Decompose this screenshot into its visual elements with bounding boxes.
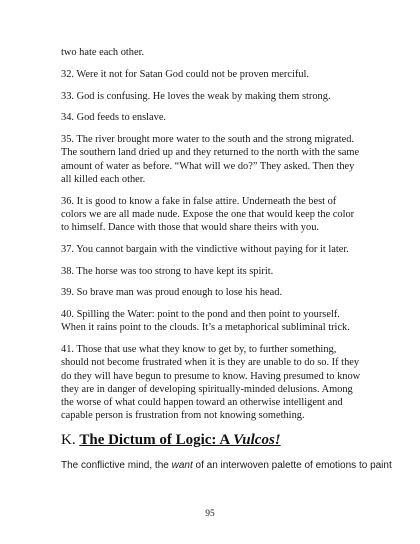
aphorism-37: 37. You cannot bargain with the vindictive without paying for it later. [61,243,349,255]
section-title [79,432,280,448]
section-letter: K. [61,432,76,449]
closing-line [61,459,392,472]
aphorism-38: 38. The horse was too strong to have kept its spirit. [61,265,274,277]
closing-line-before: The conflictive mind, the [61,460,172,472]
aphorism-33: 33. God is confusing. He loves the weak by making them strong. [61,90,331,102]
aphorism-36: 36. It is good to know a fake in false attire. Underneath the best of colors we are all made nude. Expose the one that would keep the color to himself. Dance with those that would share theirs with you. [61,195,355,233]
closing-line-emphasis: want [171,460,193,472]
aphorism-41: 41. Those that use what they know to get by, to further something, should not become frustrated when it is they are unable to do so. If they do they will have begun to presume to know. Having presumed to know they are in danger of developing spiritually-minded delusions. Among the worse of what could happen toward an otherwise intelligent and capable person is frustration from not knowing something. [61,344,361,422]
aphorism-39: 39. So brave man was proud enough to lose his head. [61,287,283,299]
paragraph-continuation: two hate each other. [61,47,145,58]
closing-line-after: of an interwoven palette of emotions to paint [192,460,392,472]
section-title-emphasis: Vulcos! [233,432,281,449]
page-number: 95 [205,509,215,519]
section-title-text: The Dictum of Logic: A [79,432,234,449]
aphorism-35: 35. The river brought more water to the south and the strong migrated. The southern land dried up and they returned to the north with the same amount of water as before. “What will we do?” They asked. Then they all killed each other. [61,134,360,185]
aphorism-32: 32. Were it not for Satan God could not be proven merciful. [61,68,309,80]
aphorism-34: 34. God feeds to enslave. [61,112,167,124]
body-text [61,46,392,481]
section-heading [61,431,361,449]
aphorism-40: 40. Spilling the Water: point to the pond and then point to yourself. When it rains point to the clouds. It’s a metaphorical subliminal trick. [61,309,350,334]
